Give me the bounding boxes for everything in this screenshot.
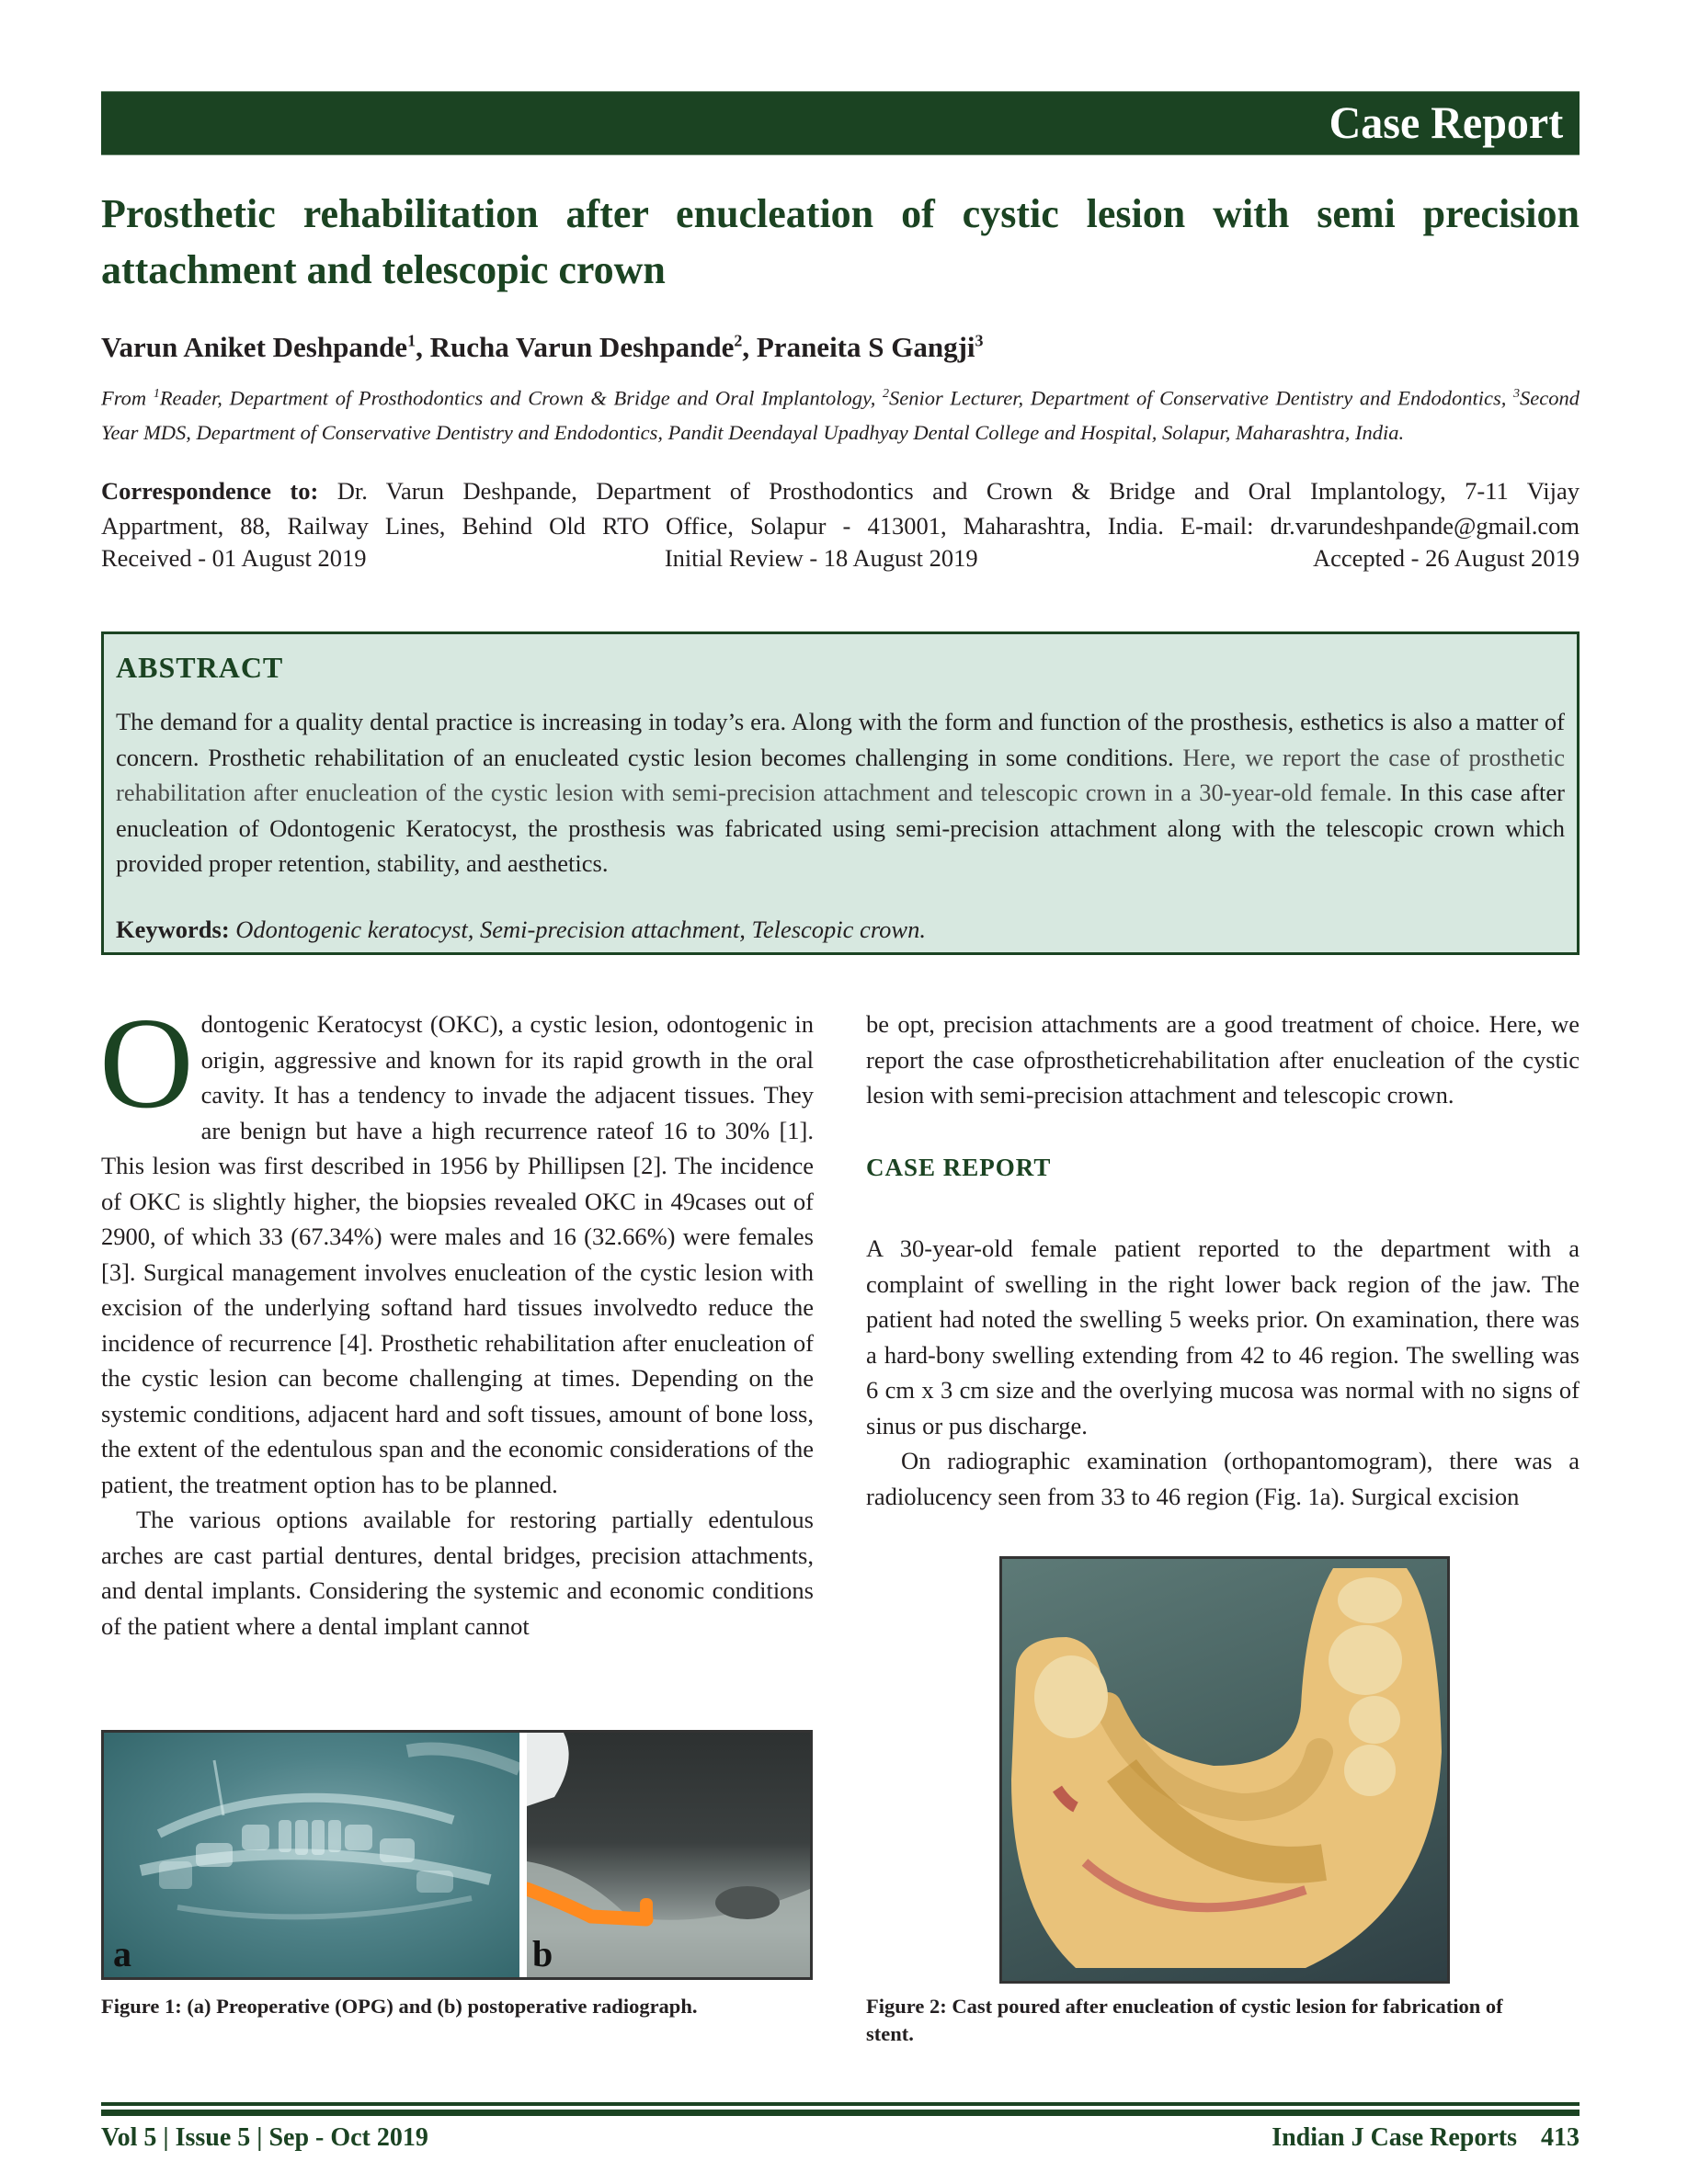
author-name: Praneita S Gangji bbox=[756, 331, 975, 363]
keywords bbox=[116, 916, 926, 944]
affiliations bbox=[101, 377, 1580, 449]
opg-radiograph-illustration bbox=[104, 1733, 519, 1977]
section-heading-case-report: CASE REPORT bbox=[866, 1153, 1052, 1181]
body-paragraph: be opt, precision attachments are a good treatment of choice. Here, we report the case ofprostheticrehabilitation after enucleation of the cystic lesion with semi-precision attachment and telescopic crown. bbox=[866, 1010, 1580, 1109]
panel-a-label: a bbox=[113, 1933, 131, 1974]
affiliation-text: Reader, Department of Prosthodontics and Crown & Bridge and Oral Implantology, bbox=[159, 386, 883, 410]
affiliation-text: Senior Lecturer, Department of Conservative Dentistry and Endodontics, bbox=[889, 386, 1514, 410]
page-number: 413 bbox=[1541, 2123, 1580, 2152]
affiliation-prefix: From bbox=[101, 386, 154, 410]
author-list: Varun Aniket Deshpande$^1$, Rucha Varun Deshpande$^2$, Praneita S Gangji$^3$ bbox=[101, 331, 984, 363]
abstract-part-3: In this case after enucleation of Odontogenic Keratocyst, the prosthesis was fabricated using semi-precision attachment along with the telescopic crown which provided proper retention, stability, and aesthetics. bbox=[116, 779, 1565, 877]
footer-rule-thin bbox=[101, 2102, 1580, 2106]
author-name: Rucha Varun Deshpande bbox=[429, 331, 735, 363]
author-affil-mark: 3 bbox=[975, 331, 984, 350]
affiliation-text: Second Year MDS, Department of Conservative Dentistry and Endodontics, Pandit Deendayal Upadhyay Dental College and Hospital, Solapur, Maharashtra, India. bbox=[101, 386, 1580, 444]
publication-dates bbox=[101, 544, 1580, 573]
initial-review-date: Initial Review - 18 August 2019 bbox=[664, 544, 978, 572]
keywords-list: Odontogenic keratocyst, Semi-precision attachment, Telescopic crown. bbox=[229, 916, 926, 943]
intro-text: dontogenic Keratocyst (OKC), a cystic lesion, odontogenic in origin, aggressive and known for its rapid growth in the oral cavity. It has a tendency to invade the adjacent tissues. They are benign but have a high recurrence rateof 16 to 30% [1]. This lesion was first described in 1956 by Phillipsen [2]. The incidence of OKC is slightly higher, the biopsies revealed OKC in 49cases out of 2900, of which 33 (67.34%) were males and 16 (32.66%) were females [3]. Surgical management involves enucleation of the cystic lesion with excision of the underlying softand hard tissues involvedto reduce the incidence of recurrence [4]. Prosthetic rehabilitation after enucleation of the cystic lesion can become challenging at times. Depending on the systemic conditions, adjacent hard and soft tissues, amount of bone loss, the extent of the edentulous span and the economic considerations of the patient, the treatment option has to be planned. bbox=[101, 1010, 814, 1498]
abstract-part-2: Here, we report the case of prosthetic rehabilitation after enucleation of the cystic lesion with semi-precision attachment and telescopic crown in a 30-year-old female. bbox=[116, 743, 1565, 806]
body-paragraph: A 30-year-old female patient reported to the department with a complaint of swelling in the right lower back region of the jaw. The patient had noted the swelling 5 weeks prior. On examination, there was a hard-bony swelling extending from 42 to 46 region. The swelling was 6 cm x 3 cm size and the overlying mucosa was normal with no signs of sinus or pus discharge. bbox=[866, 1234, 1580, 1439]
figure-1-caption: Figure 1: (a) Preoperative (OPG) and (b) postoperative radiograph. bbox=[101, 1995, 698, 2018]
footer-rule-thick bbox=[101, 2110, 1580, 2116]
correspondence bbox=[101, 473, 1580, 543]
author-name: Varun Aniket Deshpande bbox=[101, 331, 408, 363]
author-affil-mark: 2 bbox=[734, 331, 743, 350]
figure-1a-opg-radiograph bbox=[104, 1733, 519, 1977]
journal-info bbox=[1272, 2123, 1580, 2153]
page-footer bbox=[101, 2123, 1580, 2153]
affiliation-mark: 1 bbox=[153, 387, 160, 401]
panel-b-label: b bbox=[532, 1933, 553, 1974]
article-title: Prosthetic rehabilitation after enucleation of cystic lesion with semi precision attachment and telescopic crown bbox=[101, 191, 1580, 292]
body-paragraph: On radiographic examination (orthopantomogram), there was a radiolucency seen from 33 to 46 region (Fig. 1a). Surgical excision bbox=[866, 1447, 1580, 1510]
body-column-left bbox=[99, 990, 814, 1644]
keywords-label: Keywords: bbox=[116, 916, 230, 943]
section-label: Case Report bbox=[1329, 97, 1563, 148]
abstract-text bbox=[116, 704, 1565, 882]
body-column-right bbox=[866, 1007, 1580, 1514]
figure-1b-postoperative-radiograph bbox=[527, 1733, 810, 1977]
affiliation-mark: 3 bbox=[1513, 387, 1521, 401]
affiliation-mark: 2 bbox=[883, 387, 889, 401]
abstract-box bbox=[101, 631, 1580, 955]
author-affil-mark: 1 bbox=[407, 331, 416, 350]
intro-paragraph bbox=[99, 990, 814, 1502]
section-header-bar bbox=[101, 91, 1580, 155]
figure-2-caption: Figure 2: Cast poured after enucleation of cystic lesion for fabrication of stent. bbox=[866, 1995, 1503, 2045]
accepted-date: Accepted - 26 August 2019 bbox=[1313, 544, 1580, 572]
drop-cap: O bbox=[99, 990, 194, 1135]
abstract-heading: ABSTRACT bbox=[116, 651, 284, 684]
correspondence-line-1: Dr. Varun Deshpande, Department of Prosthodontics and Crown & Bridge and Oral Implantology, 7-11 Vijay bbox=[318, 477, 1580, 505]
body-paragraph: The various options available for restoring partially edentulous arches are cast partial dentures, dental bridges, precision attachments, and dental implants. Considering the systemic and economic conditions of the patient where a dental implant cannot bbox=[101, 1506, 814, 1640]
figure-2-cast-photo bbox=[999, 1556, 1450, 1984]
issue-info: Vol 5 | Issue 5 | Sep - Oct 2019 bbox=[101, 2123, 428, 2152]
received-date: Received - 01 August 2019 bbox=[101, 544, 367, 572]
postoperative-radiograph-illustration bbox=[527, 1733, 810, 1977]
figure-1 bbox=[101, 1730, 813, 1980]
dental-cast-illustration bbox=[1002, 1559, 1447, 1981]
correspondence-label: Correspondence to: bbox=[101, 477, 319, 505]
abstract-part-1: The demand for a quality dental practice is increasing in today’s era. Along with the form and function of the prosthesis, esthetics is also a matter of concern. Prosthetic rehabilitation of an enucleated cystic lesion becomes challenging in some conditions. bbox=[116, 708, 1565, 771]
journal-name: Indian J Case Reports bbox=[1272, 2123, 1517, 2152]
panel-divider bbox=[519, 1733, 527, 1977]
correspondence-line-2: Appartment, 88, Railway Lines, Behind Old RTO Office, Solapur - 413001, Maharashtra, India. E-mail: dr.varundeshpande@gmail.com bbox=[101, 512, 1580, 540]
